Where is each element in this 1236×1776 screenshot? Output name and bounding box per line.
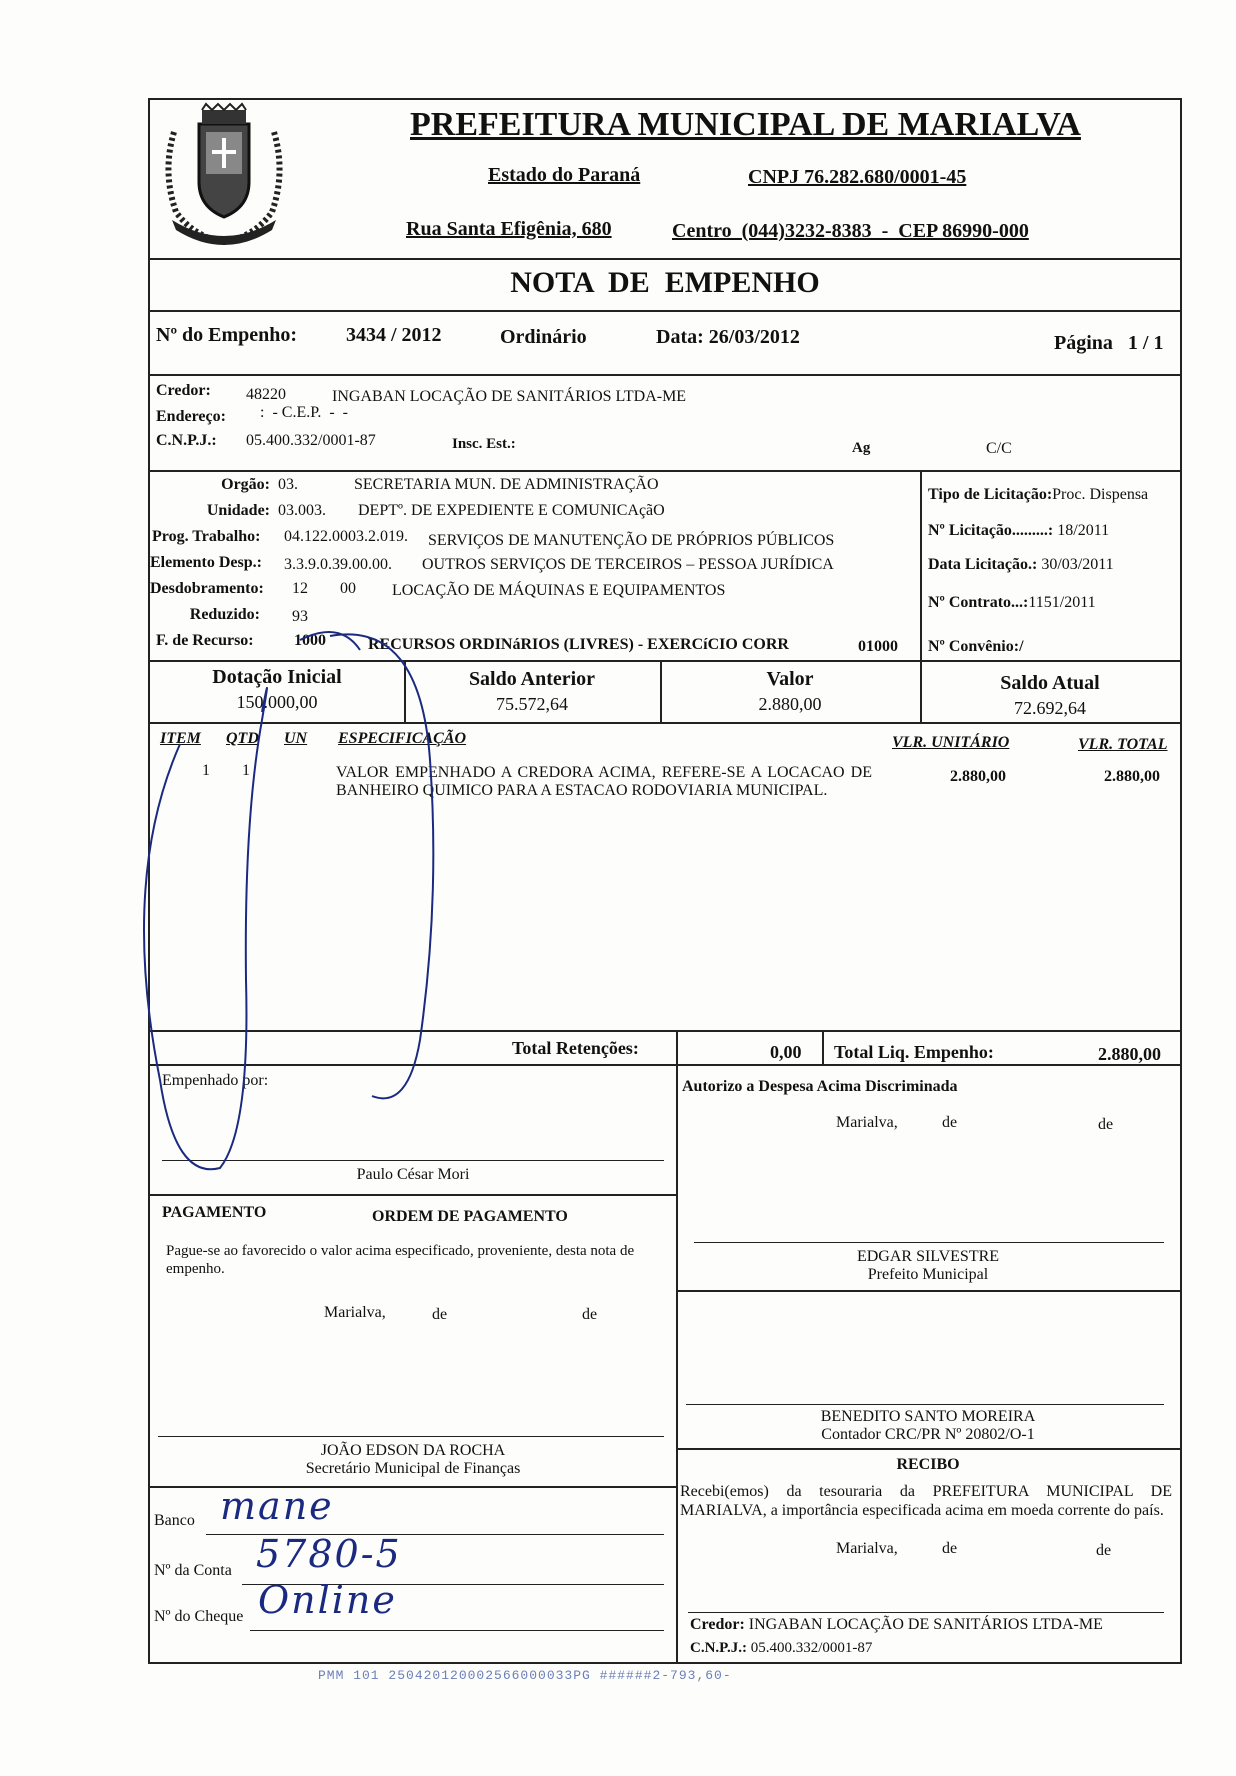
credor-cnpj-label: C.N.P.J.:	[156, 432, 217, 449]
data-licitacao-value: 30/03/2011	[1041, 556, 1114, 573]
total-retencoes-label: Total Retenções:	[512, 1038, 639, 1058]
endereco-value: : - C.E.P. - -	[260, 404, 348, 421]
total-retencoes-value: 0,00	[770, 1042, 802, 1062]
prog-trabalho-name: SERVIÇOS DE MANUTENÇÃO DE PRÓPRIOS PÚBLICOS	[428, 532, 835, 549]
fonte-recurso-label: F. de Recurso:	[156, 632, 254, 649]
orgao-label: Orgão:	[221, 476, 270, 493]
autorizo-place: Marialva,	[836, 1114, 898, 1131]
state-name: Estado do Paraná	[488, 164, 641, 186]
item-column-header: ITEM	[160, 730, 201, 747]
contador-role: Contador CRC/PR Nº 20802/O-1	[821, 1426, 1035, 1443]
numero-licitacao-value: 18/2011	[1057, 522, 1110, 539]
ordem-pagamento-title: ORDEM DE PAGAMENTO	[372, 1208, 568, 1225]
prog-trabalho-code: 04.122.0003.2.019.	[284, 528, 408, 545]
numero-contrato-label: Nº Contrato...:	[928, 594, 1029, 611]
banco-handwritten: mane	[220, 1484, 334, 1528]
empenho-number-label: Nº do Empenho:	[156, 324, 298, 346]
recibo-credor-name: INGABAN LOCAÇÃO DE SANITÁRIOS LTDA-ME	[748, 1616, 1103, 1633]
pagamento-de-2: de	[582, 1306, 598, 1323]
empenho-type: Ordinário	[500, 326, 587, 348]
dotacao-inicial-value: 150.000,00	[236, 692, 318, 712]
municipality-contact: Centro (044)3232-8383 - CEP 86990-000	[672, 220, 1029, 242]
credor-cnpj: 05.400.332/0001-87	[246, 432, 376, 449]
empenho-date: Data: 26/03/2012	[656, 326, 800, 348]
valor-label: Valor	[766, 668, 814, 690]
recibo-cnpj-label: C.N.P.J.:	[690, 1640, 747, 1656]
total-liquido-value: 2.880,00	[1098, 1044, 1161, 1064]
spec-column-header: ESPECIFICAÇÃO	[338, 730, 467, 747]
prog-trabalho-label: Prog. Trabalho:	[152, 528, 261, 545]
item-unit-value: 2.880,00	[950, 768, 1006, 785]
total-value-column-header: VLR. TOTAL	[1078, 736, 1168, 753]
municipality-title: PREFEITURA MUNICIPAL DE MARIALVA	[410, 106, 1081, 143]
conta-label: Nº da Conta	[154, 1562, 232, 1579]
saldo-anterior-label: Saldo Anterior	[468, 668, 596, 690]
recibo-de-2: de	[1096, 1542, 1112, 1559]
pagamento-text: Pague-se ao favorecido o valor acima especificado, proveniente, desta nota de empenho.	[166, 1243, 635, 1277]
elemento-desp-name: OUTROS SERVIÇOS DE TERCEIROS – PESSOA JURÍDICA	[422, 556, 834, 573]
valor-value: 2.880,00	[758, 694, 822, 714]
unidade-name: DEPTº. DE EXPEDIENTE E COMUNICAçãO	[358, 502, 665, 519]
footer-code: PMM 101 250420120002566000033PG ######2-793,60-	[318, 1668, 732, 1683]
elemento-desp-code: 3.3.9.0.39.00.00.	[284, 556, 392, 573]
reduzido-value: 93	[292, 608, 308, 625]
prefeito-name: EDGAR SILVESTRE	[856, 1248, 1000, 1265]
unidade-code: 03.003.	[278, 502, 326, 519]
tipo-licitacao-value: Proc. Dispensa	[1052, 486, 1149, 503]
unit-value-column-header: VLR. UNITÁRIO	[892, 734, 1010, 751]
recibo-credor-label: Credor:	[690, 1616, 745, 1633]
credor-code: 48220	[246, 386, 286, 403]
recibo-place: Marialva,	[836, 1540, 898, 1557]
pagamento-place: Marialva,	[324, 1304, 386, 1321]
endereco-label: Endereço:	[156, 408, 226, 425]
conta-handwritten: 5780-5	[256, 1532, 402, 1576]
autorizo-title: Autorizo a Despesa Acima Discriminada	[682, 1078, 958, 1095]
autorizo-de-2: de	[1098, 1116, 1114, 1133]
conta-corrente-label: C/C	[986, 440, 1012, 457]
municipality-cnpj: CNPJ 76.282.680/0001-45	[748, 166, 967, 188]
orgao-name: SECRETARIA MUN. DE ADMINISTRAÇÃO	[354, 476, 659, 493]
item-specification: VALOR EMPENHADO A CREDORA ACIMA, REFERE-SE A LOCACAO DE BANHEIRO QUIMICO PARA A ESTACAO RODOVIARIA MUNICIPAL.	[336, 764, 872, 799]
desdobramento-sub: 00	[340, 580, 356, 597]
numero-licitacao-label: Nº Licitação.........:	[928, 522, 1054, 539]
insc-est-label: Insc. Est.:	[452, 436, 516, 452]
contador-name: BENEDITO SANTO MOREIRA	[820, 1408, 1036, 1425]
empenhado-por-label: Empenhado por:	[162, 1072, 269, 1089]
cheque-label: Nº do Cheque	[154, 1608, 244, 1625]
item-qtd: 1	[242, 762, 250, 779]
prefeito-role: Prefeito Municipal	[867, 1266, 989, 1283]
tipo-licitacao-label: Tipo de Licitação:	[928, 486, 1053, 503]
qtd-column-header: QTD	[226, 730, 259, 747]
secretario-name: JOÃO EDSON DA ROCHA	[320, 1442, 506, 1459]
credor-name: INGABAN LOCAÇÃO DE SANITÁRIOS LTDA-ME	[332, 388, 687, 405]
pagamento-de-1: de	[432, 1306, 448, 1323]
fonte-recurso-sub: 01000	[858, 638, 898, 655]
recibo-title: RECIBO	[896, 1456, 960, 1473]
saldo-atual-value: 72.692,64	[1014, 698, 1086, 718]
recibo-de-1: de	[942, 1540, 958, 1557]
fonte-recurso-name: RECURSOS ORDINáRIOS (LIVRES) - EXERCíCIO CORR	[368, 636, 789, 653]
reduzido-label: Reduzido:	[189, 606, 260, 623]
dotacao-inicial-label: Dotação Inicial	[212, 666, 342, 688]
saldo-anterior-value: 75.572,64	[496, 694, 568, 714]
cheque-handwritten: Online	[258, 1578, 397, 1622]
recibo-text: Recebi(emos) da tesouraria da PREFEITURA MUNICIPAL DE MARIALVA, a importância especificada acima em moeda corrente do país.	[680, 1483, 1172, 1519]
un-column-header: UN	[284, 730, 308, 747]
fonte-recurso-code: 1000	[294, 632, 326, 649]
autorizo-de-1: de	[942, 1114, 958, 1131]
desdobramento-label: Desdobramento:	[150, 580, 264, 597]
orgao-code: 03.	[278, 476, 298, 493]
credor-label: Credor:	[156, 382, 211, 399]
numero-contrato-value: 1151/2011	[1028, 594, 1096, 611]
page-indicator: Página 1 / 1	[1054, 332, 1164, 354]
unidade-label: Unidade:	[206, 502, 270, 519]
document-title: NOTA DE EMPENHO	[510, 266, 820, 299]
saldo-atual-label: Saldo Atual	[1000, 672, 1100, 694]
municipality-address: Rua Santa Efigênia, 680	[406, 218, 612, 240]
elemento-desp-label: Elemento Desp.:	[150, 554, 262, 571]
agencia-label: Ag	[852, 440, 871, 456]
recibo-cnpj-value: 05.400.332/0001-87	[750, 1640, 873, 1656]
data-licitacao-label: Data Licitação.:	[928, 556, 1038, 573]
total-liquido-label: Total Liq. Empenho:	[834, 1042, 994, 1062]
numero-convenio-label: Nº Convênio:/	[928, 638, 1024, 655]
item-total-value: 2.880,00	[1104, 768, 1160, 785]
pagamento-label: PAGAMENTO	[162, 1204, 267, 1221]
secretario-role: Secretário Municipal de Finanças	[305, 1460, 521, 1477]
desdobramento-code: 12	[292, 580, 308, 597]
item-number: 1	[202, 762, 210, 779]
desdobramento-name: LOCAÇÃO DE MÁQUINAS E EQUIPAMENTOS	[392, 582, 726, 599]
empenho-number: 3434 / 2012	[346, 324, 442, 346]
banco-label: Banco	[154, 1512, 195, 1529]
empenhado-por-name: Paulo César Mori	[356, 1166, 470, 1183]
